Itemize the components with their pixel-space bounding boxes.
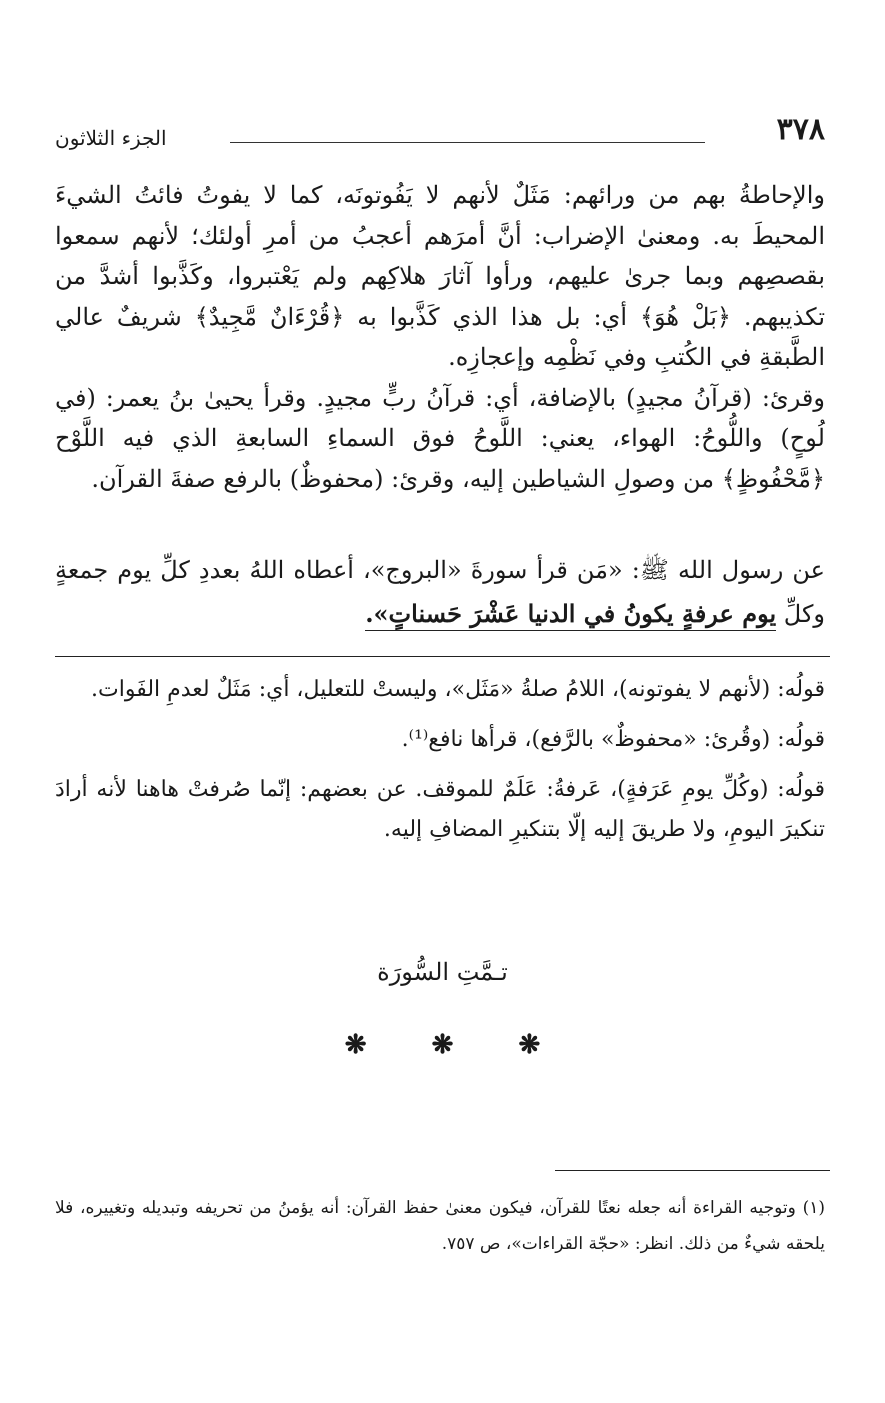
running-title: الجزء الثلاثون (55, 126, 167, 150)
star-ornament: ❋ (431, 1030, 454, 1060)
main-paragraph-2: وقرئ: (قرآنُ مجيدٍ) بالإضافة، أي: قرآنُ ربٍّ مجيدٍ. وقرأ يحيىٰ بنُ يعمر: (في لُوحٍ) واللُّوحُ: الهواء، يعني: اللَّوحُ فوق السماءِ السابعةِ الذي فيه اللَّوْح ﴿مَّحْفُوظٍ﴾ من وصولِ الشياطين إليه، وقرئ: (محفوظٌ) بالرفع صفةَ القرآن. (55, 383, 825, 493)
note-3: قولُه: (وكُلِّ يومِ عَرَفةٍ)، عَرفةُ: عَلَمٌ للموقف. عن بعضهم: إنّما صُرفتْ هاهنا لأنه أرادَ تنكيرَ اليومِ، ولا طريقَ إليه إلّا بتنكيرِ المضافِ إليه. (55, 777, 825, 842)
note-1: قولُه: (لأنهم لا يفوتونه)، اللامُ صلةُ «مَثَل»، وليستْ للتعليل، أي: مَثَلٌ لعدمِ الفَوات. (91, 677, 825, 702)
page-header (55, 112, 825, 152)
hadith-underlined-end: يوم عرفةٍ يكونُ في الدنيا عَشْرَ حَسناتٍ». (365, 599, 776, 631)
note-2: قولُه: (وقُرئ: «محفوظٌ» بالرَّفع)، قرأها نافع⁽¹⁾. (401, 727, 825, 752)
footnote-text: (١) وتوجيه القراءة أنه جعله نعتًا للقرآن، فيكون معنىٰ حفظ القرآن: أنه يؤمنُ من تحريفه وتبديله وتغييره، فلا يلحقه شيءٌ من ذلك. انظر: «حجّة القراءات»، ص ٧٥٧. (55, 1198, 825, 1254)
main-text (55, 175, 825, 499)
star-ornament: ❋ (518, 1030, 541, 1060)
footnote (55, 1190, 825, 1262)
commentary-notes (55, 670, 825, 860)
hadith-intro: عن رسول الله ﷺ: «مَن قرأ سورةَ «البروج»، أعطاه اللهُ بعددِ كلِّ يوم جمعةٍ وكلِّ (55, 556, 825, 628)
ornament-stars (0, 1030, 885, 1060)
header-rule (230, 142, 705, 143)
hadith-paragraph (55, 548, 825, 636)
footnote-rule (555, 1170, 830, 1171)
commentary-divider (55, 656, 830, 657)
star-ornament: ❋ (344, 1030, 367, 1060)
surah-end-label: تـمَّتِ السُّورَة (377, 958, 508, 986)
main-paragraph-1: والإحاطةُ بهم من ورائهم: مَثَلٌ لأنهم لا يَفُوتونَه، كما لا يفوتُ فائتُ الشيءَ المحيطَ به. ومعنىٰ الإضراب: أنَّ أمرَهم أعجبُ من أمرِ أولئك؛ لأنهم سمعوا بقصصِهم وبما جرىٰ عليهم، ورأوا آثارَ هلاكِهم ولم يَعْتبروا، وكَذَّبوا أشدَّ من تكذيبهم. ﴿بَلْ هُوَ﴾ أي: بل هذا الذي كَذَّبوا به ﴿قُرْءَانٌ مَّجِيدٌ﴾ شريفٌ عالي الطَّبقةِ في الكُتبِ وفي نَظْمِه وإعجازِه. (55, 181, 825, 371)
hadith-block (55, 548, 825, 636)
page-number: ٣٧٨ (776, 112, 825, 147)
